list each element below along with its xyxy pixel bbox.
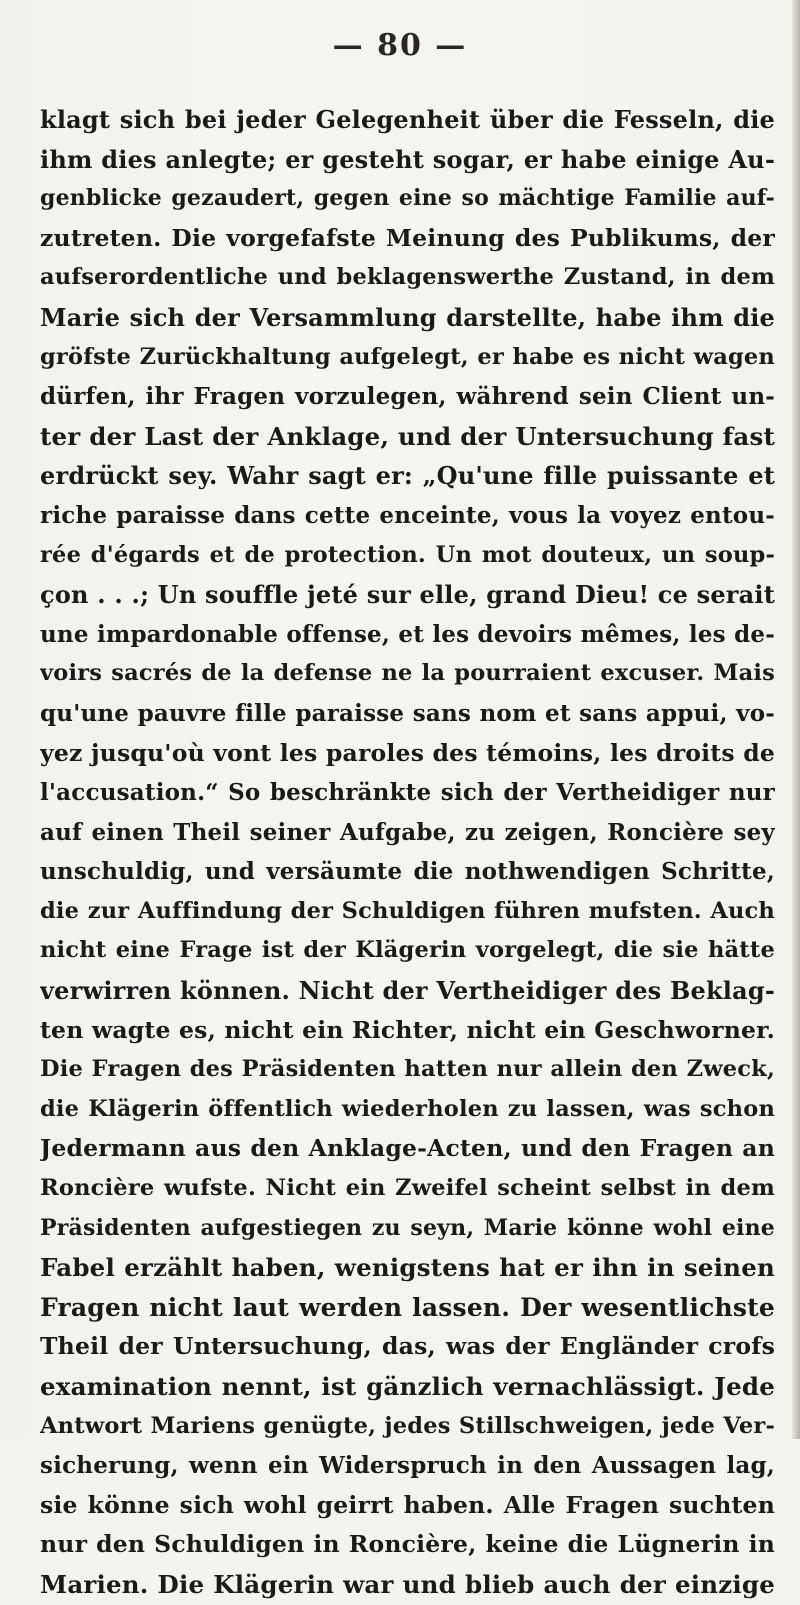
- text-line-21: die zur Auffindung der Schuldigen führen mufsten. Auch: [40, 897, 775, 924]
- page-number: — 80 —: [332, 28, 468, 63]
- text-line-34: Antwort Mariens genügte, jedes Stillschweigen, jede Ver-: [40, 1412, 775, 1439]
- text-line-16: qu'une pauvre fille paraisse sans nom et sans appui, vo-: [40, 699, 775, 727]
- page-edge: [792, 0, 800, 1439]
- text-line-29: Präsidenten aufgestiegen zu seyn, Marie könne wohl eine: [40, 1214, 775, 1241]
- text-line-37: nur den Schuldigen in Roncière, keine die Lügnerin in: [40, 1530, 775, 1559]
- text-line-18: l'accusation.“ So beschränkte sich der Vertheidiger nur: [40, 779, 775, 807]
- text-line-32: Theil der Untersuchung, das, was der Engländer crofs: [40, 1332, 775, 1361]
- text-line-30: Fabel erzählt haben, wenigstens hat er ihn in seinen: [40, 1253, 775, 1283]
- body-text: [40, 100, 775, 1605]
- text-line-11: riche paraisse dans cette enceinte, vous la voyez entou-: [40, 501, 775, 529]
- text-line-23: verwirren können. Nicht der Vertheidiger des Beklag-: [40, 976, 775, 1006]
- text-line-3: genblicke gezaudert, gegen eine so mächtige Familie auf-: [40, 185, 775, 212]
- text-line-14: une impardonable offense, et les devoirs mêmes, les de-: [40, 620, 775, 648]
- text-line-7: gröfste Zurückhaltung aufgelegt, er habe es nicht wagen: [40, 343, 775, 370]
- text-line-28: Roncière wufste. Nicht ein Zweifel scheint selbst in dem: [40, 1175, 775, 1202]
- text-line-12: rée d'égards et de protection. Un mot douteux, un soup-: [40, 541, 775, 568]
- text-line-19: auf einen Theil seiner Aufgabe, zu zeigen, Roncière sey: [40, 818, 775, 846]
- text-line-38: Marien. Die Klägerin war und blieb auch der einzige: [40, 1569, 775, 1599]
- text-line-9: ter der Last der Anklage, und der Untersuchung fast: [40, 421, 775, 451]
- text-line-35: sicherung, wenn ein Widerspruch in den Aussagen lag,: [40, 1452, 775, 1480]
- text-line-5: aufserordentliche und beklagenswerthe Zustand, in dem: [40, 264, 775, 291]
- text-line-1: klagt sich bei jeder Gelegenheit über die Fesseln, die: [40, 105, 775, 134]
- text-line-4: zutreten. Die vorgefafste Meinung des Publikums, der: [40, 223, 775, 252]
- text-line-2: ihm dies anlegte; er gesteht sogar, er habe einige Au-: [40, 144, 775, 174]
- text-line-31: Fragen nicht laut werden lassen. Der wesentlichste: [40, 1292, 775, 1322]
- text-line-33: examination nennt, ist gänzlich vernachlässigt. Jede: [40, 1372, 775, 1401]
- text-line-24: ten wagte es, nicht ein Richter, nicht ein Geschworner.: [40, 1015, 775, 1044]
- text-line-13: çon . . .; Un souffle jeté sur elle, grand Dieu! ce serait: [40, 580, 775, 610]
- text-line-6: Marie sich der Versammlung darstellte, habe ihm die: [40, 302, 775, 332]
- text-line-26: die Klägerin öffentlich wiederholen zu lassen, was schon: [40, 1095, 775, 1122]
- text-line-20: unschuldig, und versäumte die nothwendigen Schritte,: [40, 858, 775, 886]
- text-line-10: erdrückt sey. Wahr sagt er: „Qu'une fille puissante et: [40, 461, 775, 491]
- text-line-17: yez jusqu'où vont les paroles des témoins, les droits de: [40, 738, 775, 767]
- text-line-36: sie könne sich wohl geirrt haben. Alle Fragen suchten: [40, 1490, 775, 1519]
- text-line-8: dürfen, ihr Fragen vorzulegen, während sein Client un-: [40, 383, 775, 411]
- text-line-27: Jedermann aus den Anklage-Acten, und den Fragen an: [40, 1134, 775, 1163]
- text-line-22: nicht eine Frage ist der Klägerin vorgelegt, die sie hätte: [40, 937, 775, 964]
- text-line-25: Die Fragen des Präsidenten hatten nur allein den Zweck,: [40, 1056, 775, 1083]
- text-line-15: voirs sacrés de la defense ne la pourraient excuser. Mais: [40, 660, 775, 687]
